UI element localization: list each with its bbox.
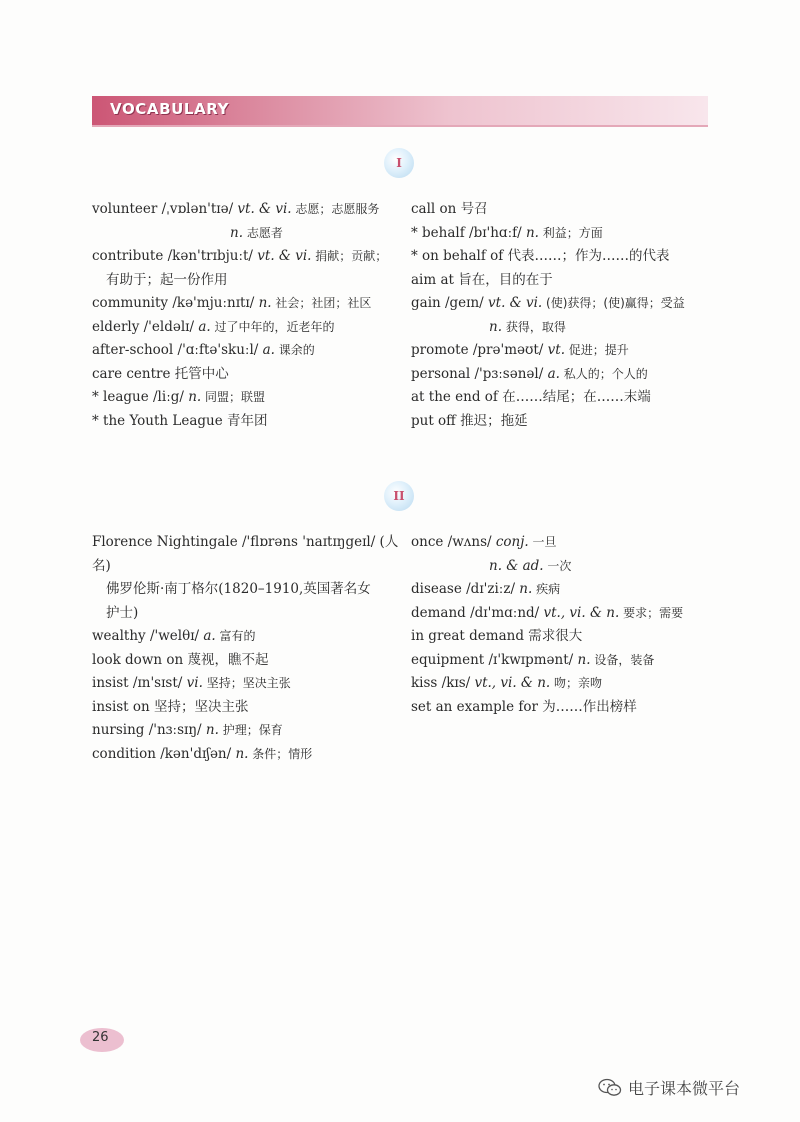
vocab-headword: insist on 坚持；坚决主张	[92, 698, 249, 715]
vocab-pos: a.	[547, 365, 560, 382]
vocab-pos: n. & ad.	[489, 557, 544, 574]
vocab-headword: call on 号召	[411, 201, 488, 217]
vocab-meaning: 条件；情形	[248, 746, 313, 761]
vocab-pos: vt., vi. & n.	[474, 675, 551, 691]
vocab-meaning: 课余的	[274, 343, 315, 357]
vocab-pos: vt., vi. & n.	[543, 604, 620, 621]
vocab-line	[411, 339, 721, 363]
page-number: 26	[92, 1030, 109, 1045]
vocab-line	[92, 602, 402, 626]
vocab-pos: n.	[489, 318, 502, 335]
vocab-headword: wealthy /'welθɪ/	[92, 628, 204, 644]
vocab-line	[92, 316, 402, 340]
vocab-line	[92, 672, 402, 696]
vocab-line	[411, 531, 721, 555]
vocab-meaning: 志愿；志愿服务	[291, 202, 380, 216]
section-badge-2: II	[384, 481, 414, 511]
vocab-headword: * the Youth League 青年团	[92, 412, 268, 429]
vocab-line	[411, 410, 721, 434]
vocab-headword: aim at 旨在，目的在于	[411, 271, 553, 288]
vocab-meaning: (使)获得；(使)赢得；受益	[542, 296, 685, 310]
vocab-headword: elderly /'eldəlɪ/	[92, 318, 199, 335]
vocab-headword: disease /dɪ'ziːz/	[411, 581, 520, 597]
vocab-pos: n.	[188, 389, 202, 405]
vocab-line	[92, 339, 402, 363]
vocab-headword: nursing /'nɜːsɪŋ/	[92, 722, 206, 738]
vocab-meaning: 促进；提升	[564, 343, 629, 357]
vocab-line	[92, 198, 402, 222]
vocab-line	[411, 649, 721, 673]
vocab-headword: put off 推迟；拖延	[411, 412, 528, 429]
vocab-meaning: 吻；亲吻	[550, 676, 603, 690]
section-badge-1: I	[384, 148, 414, 178]
vocab-headword: promote /prə'məʊt/	[411, 342, 548, 358]
vocab-pos: n.	[577, 651, 591, 668]
vocab-line	[92, 696, 402, 720]
vocab-line	[92, 719, 402, 743]
vocab-headword: insist /ɪn'sɪst/	[92, 675, 187, 691]
vocab-pos: n.	[525, 224, 539, 241]
vocab-pos: conj.	[495, 534, 529, 550]
vocab-line	[92, 363, 402, 387]
vocab-meaning: 坚持；坚决主张	[202, 676, 291, 690]
vocab-line	[411, 269, 721, 293]
vocab-meaning: 私人的；个人的	[559, 366, 648, 381]
vocab-headword: kiss /kɪs/	[411, 675, 475, 691]
vocab-line	[411, 602, 721, 626]
watermark-text: 电子课本微平台	[628, 1079, 741, 1098]
vocab-meaning: 一次	[543, 558, 572, 573]
vocab-line	[411, 386, 721, 410]
vocab-headword: gain /geɪn/	[411, 295, 489, 311]
vocab-line	[92, 649, 402, 673]
vocab-pos: n.	[235, 745, 249, 762]
vocab-meaning: 获得，取得	[502, 319, 566, 334]
vocab-line	[92, 410, 402, 434]
vocab-headword: volunteer /ˌvɒlən'tɪə/	[92, 201, 238, 217]
vocab-headword: in great demand 需求很大	[411, 628, 583, 644]
vocab-headword: after-school /'ɑːftə'skuːl/	[92, 342, 263, 358]
vocab-headword: demand /dɪ'mɑːnd/	[411, 604, 544, 621]
vocab-meaning: 志愿者	[243, 225, 283, 240]
vocab-headword: personal /'pɜːsənəl/	[411, 365, 548, 382]
vocab-pos: n.	[230, 224, 243, 241]
vocab-meaning: 过了中年的，近老年的	[210, 319, 335, 334]
vocab-headword: * on behalf of 代表……；作为……的代表	[411, 248, 670, 264]
vocab-line	[92, 245, 402, 269]
vocab-headword: community /kə'mjuːnɪtɪ/	[92, 295, 259, 311]
vocab-line	[411, 292, 721, 316]
vocab-pos: n.	[205, 722, 219, 738]
vocab-meaning: 捐献；贡献；	[311, 249, 388, 263]
vocab-line	[92, 269, 402, 293]
vocab-line	[411, 578, 721, 602]
vocab-headword: equipment /ɪ'kwɪpmənt/	[411, 651, 578, 668]
vocab-headword: contribute /kən'trɪbjuːt/	[92, 248, 258, 264]
vocab-headword: 护士)	[106, 604, 139, 621]
wechat-icon	[598, 1078, 622, 1098]
vocab-line	[411, 198, 721, 222]
vocab-headword: 有助于；起一份作用	[106, 271, 228, 288]
vocab-pos: vt. & vi.	[257, 248, 312, 264]
vocab-line	[92, 743, 402, 767]
vocab-line	[92, 578, 402, 602]
vocab-line	[411, 625, 721, 649]
vocab-pos: vt. & vi.	[488, 295, 543, 311]
vocab-meaning: 同盟；联盟	[201, 390, 266, 404]
vocab-line	[92, 625, 402, 649]
vocab-headword: condition /kən'dɪʃən/	[92, 745, 236, 762]
vocab-pos: a.	[203, 628, 216, 644]
vocab-meaning: 社会；社团；社区	[271, 296, 372, 310]
vocab-line	[92, 292, 402, 316]
section-2-left-column	[92, 531, 402, 766]
vocab-headword: * league /liːg/	[92, 389, 189, 405]
vocab-line	[92, 386, 402, 410]
vocab-headword: * behalf /bɪ'hɑːf/	[411, 224, 526, 241]
vocab-pos: vt. & vi.	[237, 201, 292, 217]
vocab-pos: a.	[262, 342, 275, 358]
vocab-headword: 佛罗伦斯·南丁格尔(1820–1910,英国著名女	[106, 581, 371, 597]
vocab-headword: Florence Nightingale /'flɒrəns 'naɪtɪŋgeɪl/ (人名)	[92, 534, 399, 574]
vocab-line	[92, 222, 402, 246]
vocab-headword: once /wʌns/	[411, 534, 496, 550]
vocab-headword: look down on 蔑视，瞧不起	[92, 651, 269, 668]
vocab-meaning: 要求；需要	[619, 605, 684, 620]
vocab-pos: a.	[198, 318, 211, 335]
vocab-pos: n.	[258, 295, 272, 311]
vocab-headword: set an example for 为……作出榜样	[411, 698, 637, 715]
vocab-headword: at the end of 在……结尾；在……末端	[411, 389, 651, 405]
vocab-meaning: 利益；方面	[538, 225, 603, 240]
vocab-meaning: 设备，装备	[590, 652, 655, 667]
banner-title: VOCABULARY	[110, 100, 230, 118]
vocab-pos: n.	[519, 581, 533, 597]
vocab-meaning: 富有的	[215, 629, 256, 643]
vocab-headword: care centre 托管中心	[92, 365, 229, 382]
vocab-line	[411, 245, 721, 269]
section-1-left-column	[92, 198, 402, 433]
vocab-meaning: 一旦	[528, 535, 557, 549]
vocab-pos: vt.	[547, 342, 565, 358]
vocab-line	[411, 672, 721, 696]
vocab-meaning: 护理；保育	[218, 723, 283, 737]
vocab-line	[411, 555, 721, 579]
section-2-right-column	[411, 531, 721, 719]
vocab-line	[411, 316, 721, 340]
vocab-meaning: 疾病	[532, 582, 561, 596]
vocab-line	[92, 531, 402, 578]
vocab-pos: vi.	[186, 675, 203, 691]
vocab-line	[411, 696, 721, 720]
vocabulary-banner	[92, 96, 708, 127]
watermark	[598, 1076, 740, 1099]
vocab-line	[411, 363, 721, 387]
vocab-line	[411, 222, 721, 246]
section-1-right-column	[411, 198, 721, 433]
